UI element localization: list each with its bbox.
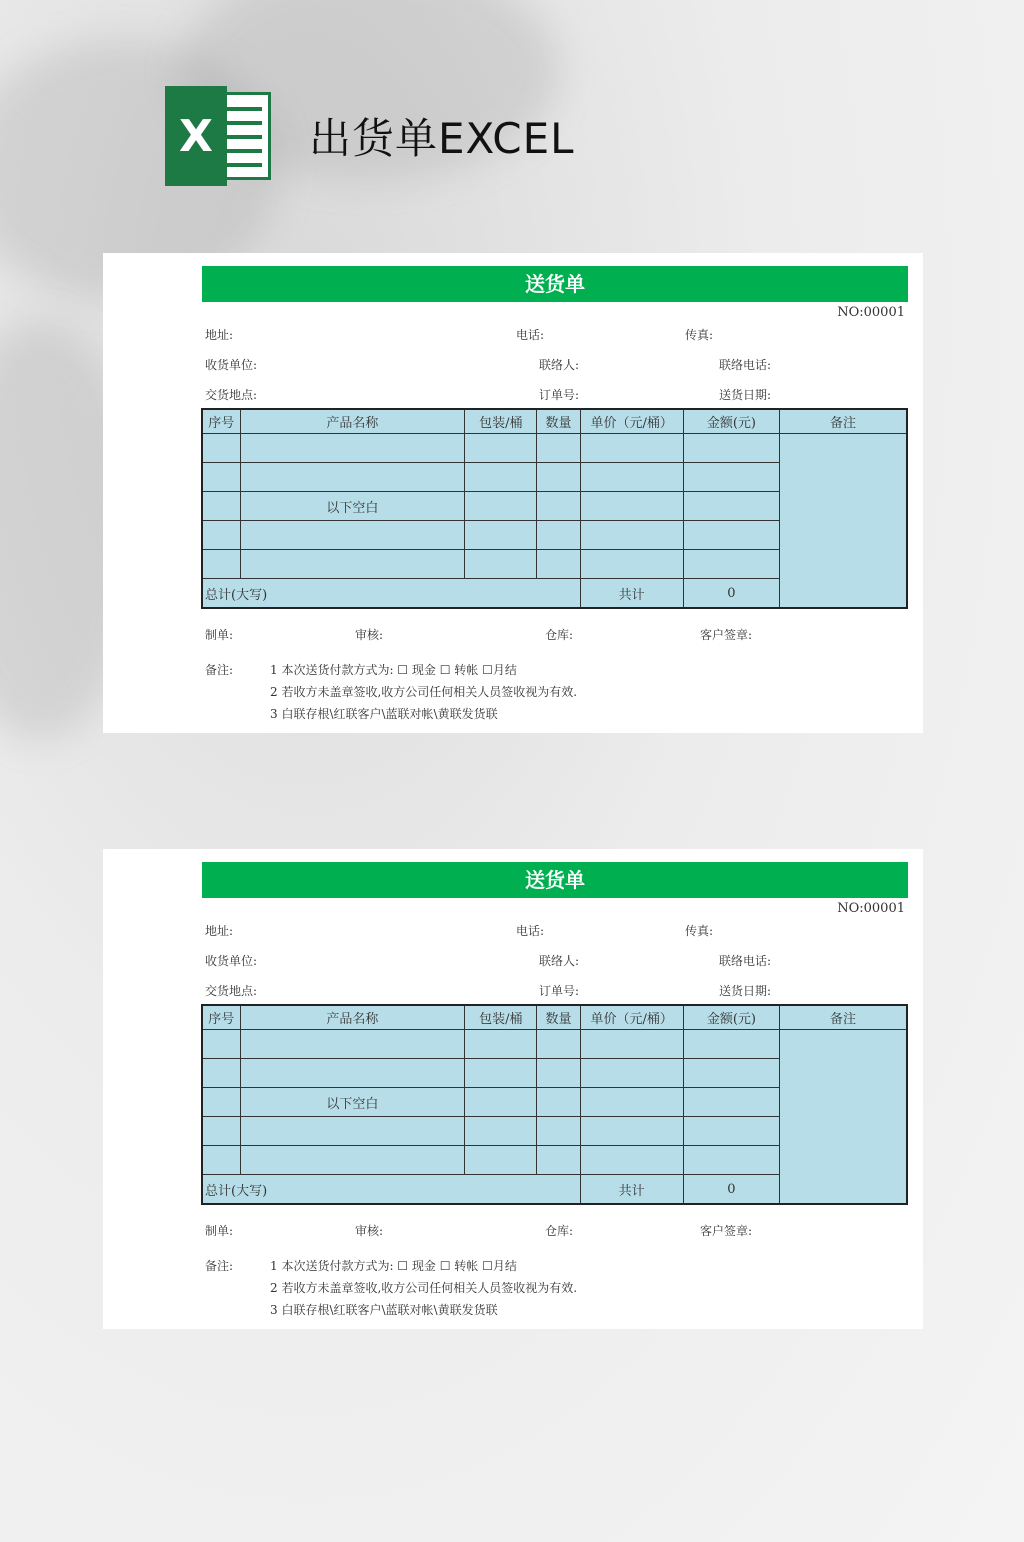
fax-label: 传真:	[685, 924, 714, 938]
table-cell[interactable]	[537, 492, 580, 521]
table-cell[interactable]	[537, 521, 580, 550]
warehouse-label: 仓库:	[545, 628, 574, 642]
form-number: NO:00001	[837, 305, 905, 320]
table-cell[interactable]	[465, 1059, 537, 1088]
blank-marker-cell[interactable]: 以下空白	[240, 1088, 465, 1117]
form-title: 送货单	[202, 266, 908, 302]
table-cell[interactable]	[683, 1088, 779, 1117]
table-cell[interactable]	[580, 1117, 683, 1146]
table-cell[interactable]	[683, 1030, 779, 1059]
table-cell[interactable]	[683, 1117, 779, 1146]
remarks-cell[interactable]	[780, 434, 907, 609]
table-cell[interactable]	[580, 550, 683, 579]
table-cell[interactable]	[580, 463, 683, 492]
table-header-row	[202, 1005, 907, 1030]
table-cell[interactable]	[202, 1088, 240, 1117]
warehouse-label: 仓库:	[545, 1224, 574, 1238]
table-cell[interactable]	[580, 492, 683, 521]
table-cell[interactable]	[683, 1059, 779, 1088]
table-cell[interactable]	[240, 463, 465, 492]
column-header: 产品名称	[240, 1005, 465, 1030]
table-row	[202, 434, 907, 463]
table-cell[interactable]	[537, 550, 580, 579]
auditor-label: 审核:	[355, 1224, 384, 1238]
note-line-2: 2 若收方未盖章签收,收方公司任何相关人员签收视为有效.	[270, 1281, 578, 1295]
form-number: NO:00001	[837, 901, 905, 916]
notes-label: 备注:	[205, 1259, 234, 1273]
table-cell[interactable]	[202, 521, 240, 550]
table-cell[interactable]	[683, 492, 779, 521]
receiver-label: 收货单位:	[205, 358, 258, 372]
fax-label: 传真:	[685, 328, 714, 342]
blank-marker-cell[interactable]: 以下空白	[240, 492, 465, 521]
remarks-cell[interactable]	[780, 1030, 907, 1205]
table-cell[interactable]	[240, 1117, 465, 1146]
column-header: 金额(元)	[683, 409, 779, 434]
table-cell[interactable]	[465, 1088, 537, 1117]
delivery-place-label: 交货地点:	[205, 984, 258, 998]
column-header: 备注	[780, 1005, 907, 1030]
receiver-label: 收货单位:	[205, 954, 258, 968]
table-cell[interactable]	[537, 1030, 580, 1059]
contact-phone-label: 联络电话:	[719, 358, 772, 372]
excel-icon	[165, 86, 275, 186]
table-cell[interactable]	[580, 1088, 683, 1117]
table-cell[interactable]	[683, 521, 779, 550]
column-header: 单价（元/桶）	[580, 1005, 683, 1030]
auditor-label: 审核:	[355, 628, 384, 642]
column-header: 数量	[537, 1005, 580, 1030]
contact-phone-label: 联络电话:	[719, 954, 772, 968]
column-header: 包装/桶	[465, 1005, 537, 1030]
phone-label: 电话:	[516, 328, 545, 342]
delivery-place-label: 交货地点:	[205, 388, 258, 402]
items-table	[201, 408, 908, 609]
table-cell[interactable]	[683, 434, 779, 463]
table-cell[interactable]	[202, 1059, 240, 1088]
delivery-date-label: 送货日期:	[719, 388, 772, 402]
customer-signature-label: 客户签章:	[700, 1224, 753, 1238]
table-cell[interactable]	[240, 550, 465, 579]
note-line-1: 1 本次送货付款方式为: ☐ 现金 ☐ 转帐 ☐月结	[270, 663, 517, 677]
column-header: 包装/桶	[465, 409, 537, 434]
table-cell[interactable]	[683, 1146, 779, 1175]
note-line-3: 3 白联存根\红联客户\蓝联对帐\黄联发货联	[270, 1303, 498, 1317]
table-cell[interactable]	[465, 463, 537, 492]
contact-label: 联络人:	[539, 358, 580, 372]
table-cell[interactable]	[240, 521, 465, 550]
table-cell[interactable]	[240, 1030, 465, 1059]
form-title: 送货单	[202, 862, 908, 898]
column-header: 备注	[780, 409, 907, 434]
table-cell[interactable]	[202, 492, 240, 521]
table-cell[interactable]	[202, 1030, 240, 1059]
address-label: 地址:	[205, 328, 234, 342]
table-cell[interactable]	[683, 463, 779, 492]
order-no-label: 订单号:	[539, 388, 580, 402]
table-cell[interactable]	[537, 463, 580, 492]
notes-label: 备注:	[205, 663, 234, 677]
column-header: 序号	[202, 409, 240, 434]
address-label: 地址:	[205, 924, 234, 938]
table-cell[interactable]	[240, 1146, 465, 1175]
table-cell[interactable]	[537, 1088, 580, 1117]
excel-logo-letter: X	[165, 86, 227, 186]
column-header: 数量	[537, 409, 580, 434]
column-header: 金额(元)	[683, 1005, 779, 1030]
order-no-label: 订单号:	[539, 984, 580, 998]
table-cell[interactable]	[465, 521, 537, 550]
table-cell[interactable]	[537, 434, 580, 463]
table-cell[interactable]	[580, 1030, 683, 1059]
table-cell[interactable]	[537, 1146, 580, 1175]
page-title: 出货单EXCEL	[309, 114, 575, 163]
note-line-1: 1 本次送货付款方式为: ☐ 现金 ☐ 转帐 ☐月结	[270, 1259, 517, 1273]
sum-label: 共计	[580, 1175, 683, 1205]
table-cell[interactable]	[465, 434, 537, 463]
note-line-3: 3 白联存根\红联客户\蓝联对帐\黄联发货联	[270, 707, 498, 721]
table-cell[interactable]	[202, 1117, 240, 1146]
table-cell[interactable]	[580, 521, 683, 550]
table-cell[interactable]	[202, 463, 240, 492]
table-cell[interactable]	[202, 434, 240, 463]
table-cell[interactable]	[465, 1030, 537, 1059]
delivery-form-card	[103, 253, 923, 733]
page-header	[165, 86, 575, 186]
items-table	[201, 1004, 908, 1205]
table-cell[interactable]	[580, 1146, 683, 1175]
table-cell[interactable]	[202, 1146, 240, 1175]
table-cell[interactable]	[580, 1059, 683, 1088]
total-label: 总计(大写)	[202, 579, 580, 609]
customer-signature-label: 客户签章:	[700, 628, 753, 642]
maker-label: 制单:	[205, 1224, 234, 1238]
table-cell[interactable]	[465, 1117, 537, 1146]
table-cell[interactable]	[537, 1117, 580, 1146]
table-cell[interactable]	[537, 1059, 580, 1088]
table-cell[interactable]	[683, 550, 779, 579]
delivery-form-card	[103, 849, 923, 1329]
table-header-row	[202, 409, 907, 434]
table-cell[interactable]	[465, 492, 537, 521]
note-line-2: 2 若收方未盖章签收,收方公司任何相关人员签收视为有效.	[270, 685, 578, 699]
table-cell[interactable]	[465, 550, 537, 579]
sum-value[interactable]: 0	[683, 1175, 779, 1205]
sum-label: 共计	[580, 579, 683, 609]
column-header: 产品名称	[240, 409, 465, 434]
total-label: 总计(大写)	[202, 1175, 580, 1205]
contact-label: 联络人:	[539, 954, 580, 968]
column-header: 单价（元/桶）	[580, 409, 683, 434]
table-cell[interactable]	[465, 1146, 537, 1175]
sum-value[interactable]: 0	[683, 579, 779, 609]
phone-label: 电话:	[516, 924, 545, 938]
table-row	[202, 1030, 907, 1059]
column-header: 序号	[202, 1005, 240, 1030]
table-cell[interactable]	[580, 434, 683, 463]
delivery-date-label: 送货日期:	[719, 984, 772, 998]
table-cell[interactable]	[240, 1059, 465, 1088]
maker-label: 制单:	[205, 628, 234, 642]
table-cell[interactable]	[202, 550, 240, 579]
table-cell[interactable]	[240, 434, 465, 463]
